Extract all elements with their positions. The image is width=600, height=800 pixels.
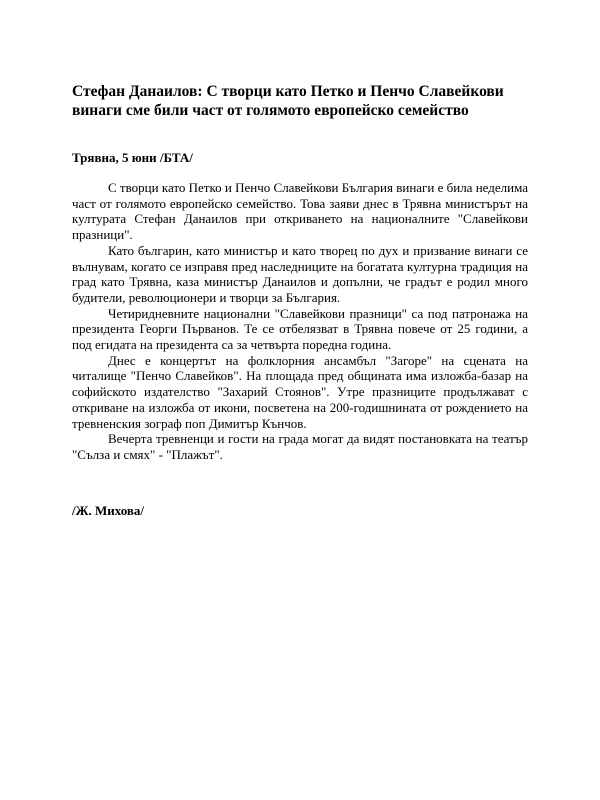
article-paragraph: Вечерта тревненци и гости на града могат да видят постановката на театър "Сълза и смях" - "Плажът". — [72, 431, 528, 462]
article-body — [72, 180, 528, 463]
article-paragraph: С творци като Петко и Пенчо Славейкови България винаги е била неделима част от голямото европейско семейство. Това заяви днес в Трявна министърът на културата Стефан Данаилов при откриването на националните "Славейкови празници". — [72, 180, 528, 243]
article-paragraph: Четиридневните национални "Славейкови празници" са под патронажа на президента Георги Първанов. Те се отбелязват в Трявна повече от 25 години, а под егидата на президента са за четвърта поредна година. — [72, 305, 528, 353]
article-author: /Ж. Михова/ — [72, 503, 145, 518]
article-dateline: Трявна, 5 юни /БТА/ — [72, 150, 193, 165]
article-paragraph: Като българин, като министър и като творец по дух и призвание винаги се вълнувам, когато се изправя пред наследниците на богатата културна традиция на град като Трявна, каза министър Данаилов и допълни, че градът е родил много будители, революционери и творци за България. — [72, 242, 528, 305]
article-title: Стефан Данаилов: С творци като Петко и Пенчо Славейкови винаги сме били част от голямото европейско семейство — [72, 83, 504, 119]
article-paragraph: Днес е концертът на фолклорния ансамбъл "Загоре" на сцената на читалище "Пенчо Славейков". На площада пред общината има изложба-базар на софийското издателство "Захарий Стоянов". Утре празниците продължават с откриване на изложба от икони, посветена на 200-годишнината от рождението на тревненския зограф поп Димитър Кънчов. — [72, 352, 528, 431]
